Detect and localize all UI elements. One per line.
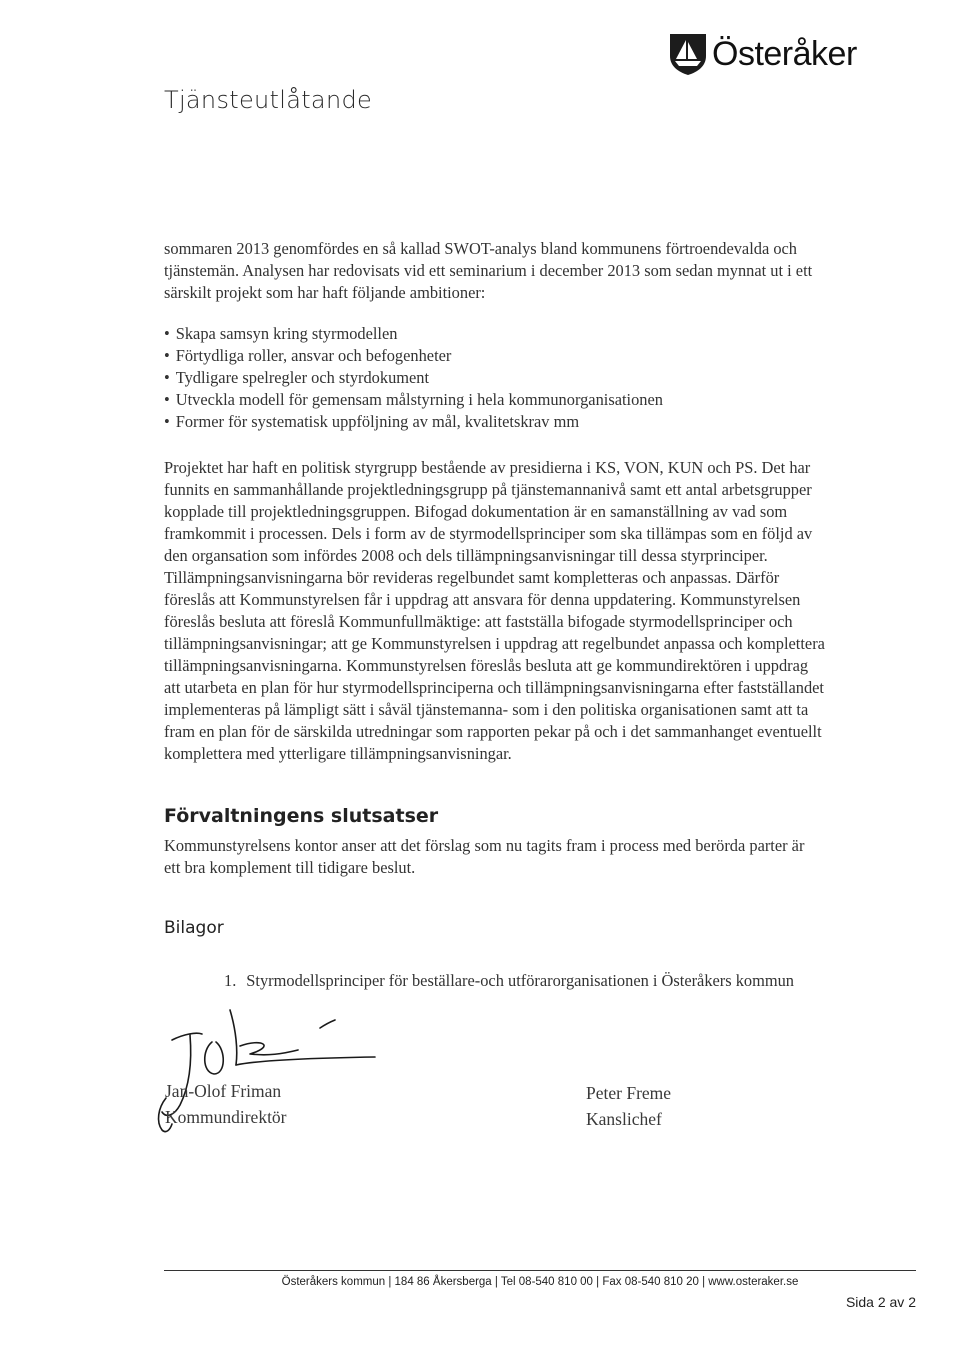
slutsatser-paragraph <box>164 835 914 879</box>
paragraph-line: kopplade till projektledningsgruppen. Bifogad dokumentation är en samanställning av vad som <box>164 502 788 521</box>
paragraph-line: föreslås besluta att föreslå Kommunfullmäktige: att fastställa bifogade styrmodellsprinciper och <box>164 612 793 631</box>
paragraph-line: funnits en sammanhållande projektledningsgrupp på tjänstemannanivå samt ett antal arbetsgrupper <box>164 480 812 499</box>
paragraph-line: ett bra komplement till tidigare beslut. <box>164 858 416 877</box>
paragraph-line: tillämpningsanvisningarna. Kommunstyrelsen föreslås besluta att ge kommundirektören i uppdrag <box>164 656 809 675</box>
attachment-item <box>224 970 794 992</box>
logo-text: Österåker <box>712 35 857 73</box>
ambition-list <box>164 323 914 433</box>
logo <box>668 32 857 76</box>
signatory-title: Kommundirektör <box>165 1107 287 1127</box>
page-number: Sida 2 av 2 <box>845 1294 916 1310</box>
list-item: • Skapa samsyn kring styrmodellen <box>164 323 914 345</box>
paragraph-line: Projektet har haft en politisk styrgrupp bestående av presidierna i KS, VON, KUN och PS. Det har <box>164 458 811 477</box>
paragraph-line: Tillämpningsanvisningarna bör revideras regelbundet samt kompletteras och anpassas. Därför <box>164 568 780 587</box>
signature-left <box>165 1078 287 1130</box>
paragraph-line: fram en plan för de särskilda utredningar som rapporten pekar på och i det sammanhanget eventuellt <box>164 722 822 741</box>
paragraph-line: den organsation som infördes 2008 och dels tillämpningsanvisningar till dessa styrprinciper. <box>164 546 768 565</box>
paragraph-line: Kommunstyrelsens kontor anser att det förslag som nu tagits fram i process med berörda parter är <box>164 836 805 855</box>
paragraph-line: komplettera med ytterligare tillämpningsanvisningar. <box>164 744 512 763</box>
paragraph-line: att utarbeta en plan för hur styrmodellsprinciperna och tillämpningsanvisningarna efter fastställandet <box>164 678 824 697</box>
intro-line: särskilt projekt som har haft följande ambitioner: <box>164 283 486 302</box>
intro-line: sommaren 2013 genomfördes en så kallad SWOT-analys bland kommunens förtroendevalda och <box>164 239 797 258</box>
signatory-name: Jan-Olof Friman <box>165 1081 282 1101</box>
projekt-paragraph <box>164 457 914 765</box>
intro-line: tjänstemän. Analysen har redovisats vid ett seminarium i december 2013 som sedan mynnat ut i ett <box>164 261 813 280</box>
footer-divider <box>164 1270 916 1271</box>
intro-paragraph <box>164 238 914 304</box>
footer-contact: Österåkers kommun | 184 86 Åkersberga | Tel 08-540 810 00 | Fax 08-540 810 20 | www.osteraker.se <box>281 1276 799 1288</box>
paragraph-line: implementeras på lämpligt sätt i såväl tjänstemanna- som i den politiska organisationen samt att ta <box>164 700 809 719</box>
paragraph-line: framkommit i processen. Dels i form av de styrmodellsprinciper som ska tillämpas som en följd av <box>164 524 813 543</box>
attachment-number: 1. <box>224 971 237 990</box>
page-title: Tjänsteutlåtande <box>164 86 373 114</box>
list-item: • Förtydliga roller, ansvar och befogenheter <box>164 345 914 367</box>
list-item: • Former för systematisk uppföljning av mål, kvalitetskrav mm <box>164 411 914 433</box>
bilagor-heading: Bilagor <box>164 918 224 938</box>
list-item: • Tydligare spelregler och styrdokument <box>164 367 914 389</box>
signatory-title: Kanslichef <box>586 1109 662 1129</box>
osteraker-coat-of-arms-icon <box>668 32 708 76</box>
attachment-title: Styrmodellsprinciper för beställare-och utförarorganisationen i Österåkers kommun <box>246 971 795 990</box>
list-item: • Utveckla modell för gemensam målstyrning i hela kommunorganisationen <box>164 389 914 411</box>
signatory-name: Peter Freme <box>586 1083 672 1103</box>
paragraph-line: tillämpningsanvisningar; att ge Kommunstyrelsen i uppdrag att regelbundet anpassa och komplettera <box>164 634 825 653</box>
paragraph-line: föreslås att Kommunstyrelsen får i uppdrag att ansvara för denna uppdatering. Kommunstyrelsen <box>164 590 801 609</box>
signature-right <box>586 1080 671 1132</box>
slutsatser-heading: Förvaltningens slutsatser <box>164 805 439 827</box>
